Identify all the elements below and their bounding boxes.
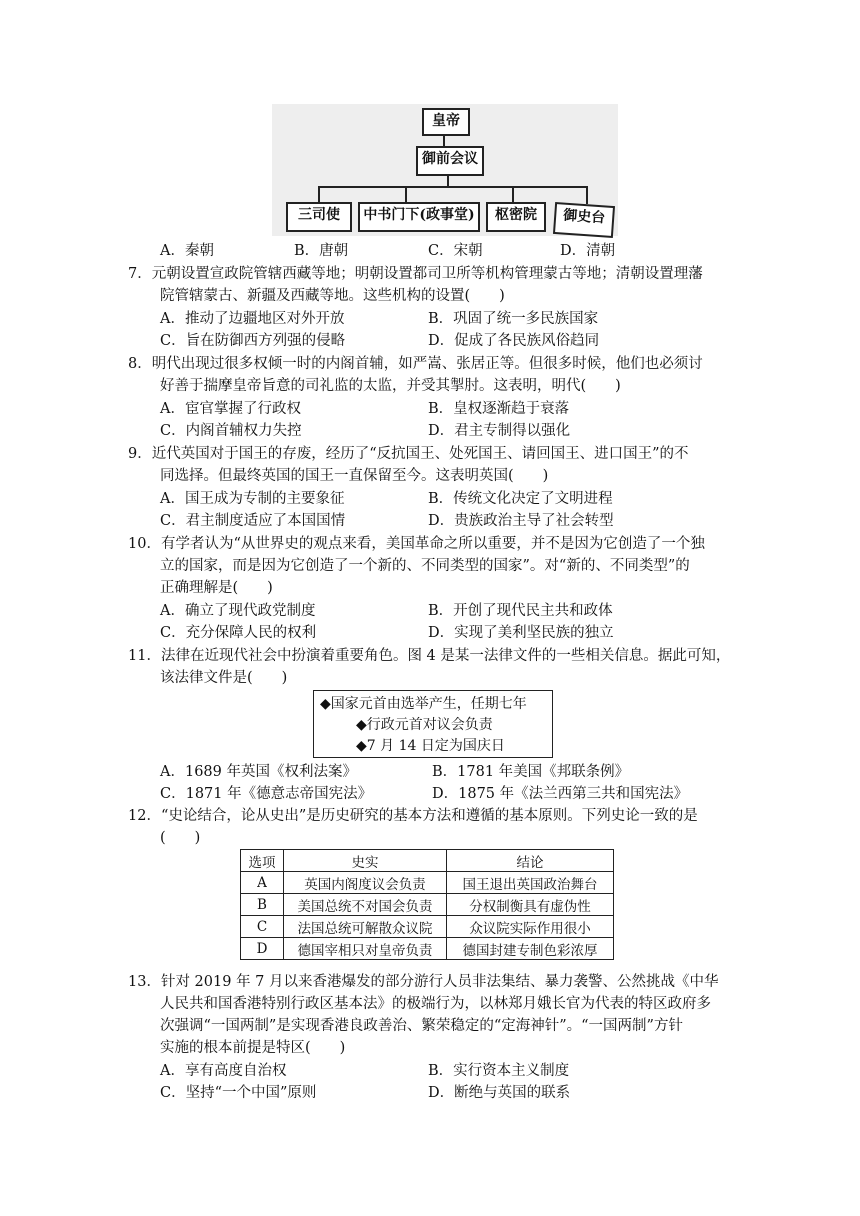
q10-stem-line: 立的国家，而是因为它创造了一个新的、不同类型的国家”。对“新的、不同类型”的: [160, 558, 690, 574]
chart-connector: [318, 186, 320, 202]
table-cell: 德国封建专制色彩浓厚: [447, 938, 614, 960]
q11-option-d: D．1875 年《法兰西第三共和国宪法》: [432, 786, 689, 802]
table-row: [241, 938, 614, 960]
q11-option-c: C．1871 年《德意志帝国宪法》: [160, 786, 373, 802]
table-header: 选项: [241, 850, 284, 872]
chart-connector: [443, 134, 445, 146]
q11-stem-line: 11．法律在近现代社会中扮演着重要角色。图 4 是某一法律文件的一些相关信息。据此可知，: [128, 648, 731, 664]
chart-box-emperor: 皇帝: [422, 108, 470, 136]
q13-stem-line: 人民共和国香港特别行政区基本法》的极端行为，以林郑月娥长官为代表的特区政府多: [160, 996, 711, 1012]
q11-stem-line: 该法律文件是( ): [160, 670, 288, 686]
table-row: [241, 894, 614, 916]
q7-stem-line: 院管辖蒙古、新疆及西藏等地。这些机构的设置( ): [160, 288, 505, 304]
q8-stem-line: 8．明代出现过很多权倾一时的内阁首辅，如严嵩、张居正等。但很多时候，他们也必须讨: [128, 356, 703, 372]
q9-option-c: C．君主制度适应了本国国情: [160, 513, 346, 529]
table-cell: 法国总统可解散众议院: [284, 916, 447, 938]
q9-option-b: B．传统文化决定了文明进程: [428, 491, 613, 507]
chart-connector: [405, 186, 407, 202]
q13-option-d: D．断绝与英国的联系: [428, 1085, 571, 1101]
q10-option-c: C．充分保障人民的权利: [160, 625, 317, 641]
table-row: [241, 872, 614, 894]
chart-box-sansishi: 三司使: [286, 202, 352, 232]
chart-box-yushitai: 御史台: [553, 202, 615, 238]
q6-option-b: B．唐朝: [294, 243, 349, 259]
chart-connector: [447, 174, 449, 186]
q13-stem-line: 实施的根本前提是特区( ): [160, 1040, 346, 1056]
q13-option-a: A．享有高度自治权: [160, 1063, 287, 1079]
q10-option-d: D．实现了美利坚民族的独立: [428, 625, 614, 641]
q11-option-b: B．1781 年美国《邦联条例》: [432, 764, 630, 780]
q7-option-b: B．巩固了统一多民族国家: [428, 311, 599, 327]
q13-option-c: C．坚持“一个中国”原则: [160, 1085, 317, 1101]
q13-stem-line: 次强调“一国两制”是实现香港良政善治、繁荣稳定的“定海神针”。“一国两制”方针: [160, 1018, 683, 1034]
q12-stem-line: 12．“史论结合，论从史出”是历史研究的基本方法和遵循的基本原则。下列史论一致的是: [128, 808, 698, 824]
q8-option-c: C．内阁首辅权力失控: [160, 423, 302, 439]
q9-stem-line: 同选择。但最终英国的国王一直保留至今。这表明英国( ): [160, 468, 549, 484]
q8-stem-line: 好善于揣摩皇帝旨意的司礼监的太监，并受其掣肘。这表明，明代( ): [160, 378, 621, 394]
q9-stem-line: 9．近代英国对于国王的存废，经历了“反抗国王、处死国王、请回国王、进口国王”的不: [128, 446, 689, 462]
q8-option-d: D．君主专制得以强化: [428, 423, 571, 439]
table-cell: 美国总统不对国会负责: [284, 894, 447, 916]
table-row: [241, 916, 614, 938]
table-cell: 德国宰相只对皇帝负责: [284, 938, 447, 960]
law-info-item: ◆国家元首由选举产生，任期七年: [320, 696, 527, 712]
q6-option-c: C．宋朝: [428, 243, 483, 259]
q11-option-a: A．1689 年英国《权利法案》: [160, 764, 357, 780]
q9-option-d: D．贵族政治主导了社会转型: [428, 513, 614, 529]
table-header: 史实: [284, 850, 447, 872]
q8-option-a: A．宦官掌握了行政权: [160, 401, 301, 417]
table-header: 结论: [447, 850, 614, 872]
table-cell: D: [241, 938, 284, 960]
chart-connector: [512, 186, 514, 202]
table-cell: 分权制衡具有虚伪性: [447, 894, 614, 916]
q6-option-a: A．秦朝: [160, 243, 214, 259]
table-cell: C: [241, 916, 284, 938]
q9-option-a: A．国王成为专制的主要象征: [160, 491, 345, 507]
q7-option-d: D．促成了各民族风俗趋同: [428, 333, 600, 349]
history-table: [240, 849, 614, 960]
table-cell: B: [241, 894, 284, 916]
q10-stem-line: 正确理解是( ): [160, 580, 273, 596]
table-cell: A: [241, 872, 284, 894]
chart-box-council: 御前会议: [416, 146, 484, 176]
q6-option-d: D．清朝: [560, 243, 616, 259]
table-cell: 众议院实际作用很小: [447, 916, 614, 938]
q13-stem-line: 13．针对 2019 年 7 月以来香港爆发的部分游行人员非法集结、暴力袭警、公然挑战《中华: [128, 974, 719, 990]
q10-option-a: A．确立了现代政党制度: [160, 603, 316, 619]
q7-stem-line: 7．元朝设置宣政院管辖西藏等地；明朝设置都司卫所等机构管理蒙古等地；清朝设置理藩: [128, 266, 703, 282]
chart-box-shumiyuan: 枢密院: [486, 202, 546, 232]
law-info-item: ◆行政元首对议会负责: [356, 717, 493, 733]
q12-stem-line: ( ): [160, 830, 201, 846]
q7-option-a: A．推动了边疆地区对外开放: [160, 311, 345, 327]
chart-connector: [318, 186, 588, 188]
q13-option-b: B．实行资本主义制度: [428, 1063, 570, 1079]
table-cell: 英国内阁度议会负责: [284, 872, 447, 894]
q10-option-b: B．开创了现代民主共和政体: [428, 603, 613, 619]
q10-stem-line: 10．有学者认为“从世界史的观点来看，美国革命之所以重要，并不是因为它创造了一个独: [128, 536, 705, 552]
chart-box-zhongshu: 中书门下(政事堂): [358, 202, 480, 232]
q7-option-c: C．旨在防御西方列强的侵略: [160, 333, 346, 349]
table-cell: 国王退出英国政治舞台: [447, 872, 614, 894]
org-chart-figure: [272, 104, 618, 236]
law-info-box: [313, 690, 553, 758]
q8-option-b: B．皇权逐渐趋于衰落: [428, 401, 570, 417]
chart-connector: [586, 186, 588, 204]
table-header-row: [241, 850, 614, 872]
law-info-item: ◆7 月 14 日定为国庆日: [356, 738, 505, 754]
